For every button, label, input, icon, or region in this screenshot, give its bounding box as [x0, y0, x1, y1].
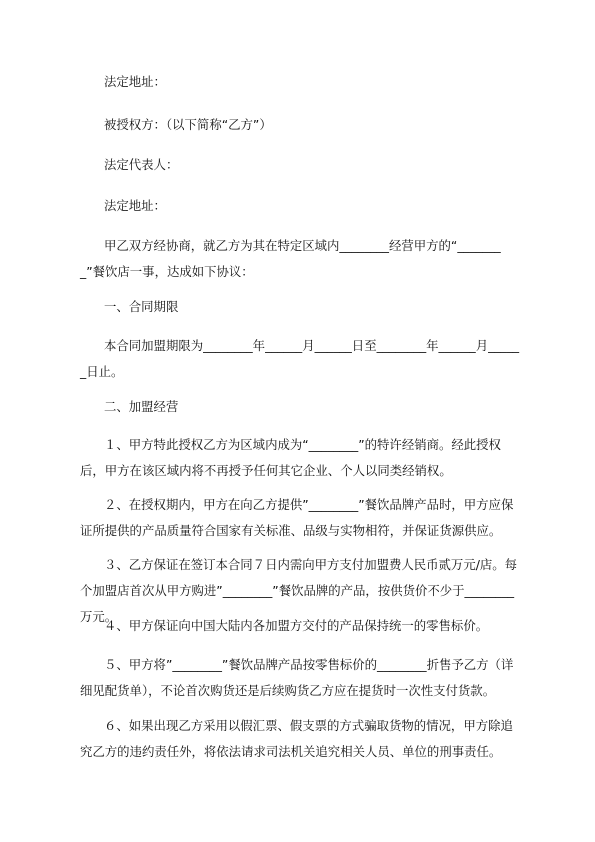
licensee-line: 被授权方：（以下简称“乙方”） — [104, 117, 272, 132]
section-heading-term: 一、合同期限 — [104, 299, 179, 314]
legal-address-line-2: 法定地址： — [104, 198, 166, 213]
clause-6: ６、如果出现乙方采用以假汇票、假支票的方式骗取货物的情况，甲方除追究乙方的违约责任外，将依法请求司法机关追究相关人员、单位的刑事责任。 — [80, 718, 513, 759]
section-heading-franchise: 二、加盟经营 — [104, 399, 179, 414]
legal-representative-line: 法定代表人： — [104, 157, 179, 172]
clause-1: １、甲方特此授权乙方为区域内成为“________”的特许经销商。经此授权后，甲方在该区域内将不再授予任何其它企业、个人以同类经销权。 — [80, 437, 501, 478]
clause-5: ５、甲方将”________”餐饮品牌产品按零售标价的________折售予乙方（详细见配货单），不论首次购货还是后续购货乙方应在提货时一次性支付货款。 — [80, 657, 514, 698]
legal-address-line: 法定地址： — [104, 74, 166, 89]
clause-3: ３、乙方保证在签订本合同７日内需向甲方支付加盟费人民币贰万元/店。每个加盟店首次从甲方购进”________”餐饮品牌的产品，按供货价不少于________万元。 — [80, 557, 518, 624]
clause-4: ４、甲方保证向中国大陆内各加盟方交付的产品保持统一的零售标价。 — [104, 618, 489, 633]
intro-paragraph: 甲乙双方经协商，就乙方为其在特定区域内________经营甲方的“________”餐饮店一事，达成如下协议： — [80, 238, 501, 279]
term-paragraph: 本合同加盟期限为________年______月______日至________年______月______日止。 — [80, 338, 520, 379]
clause-2: ２、在授权期内，甲方在向乙方提供”________”餐饮品牌产品时，甲方应保证所提供的产品质量符合国家有关标准、品级与实物相符，并保证货源供应。 — [80, 497, 514, 538]
